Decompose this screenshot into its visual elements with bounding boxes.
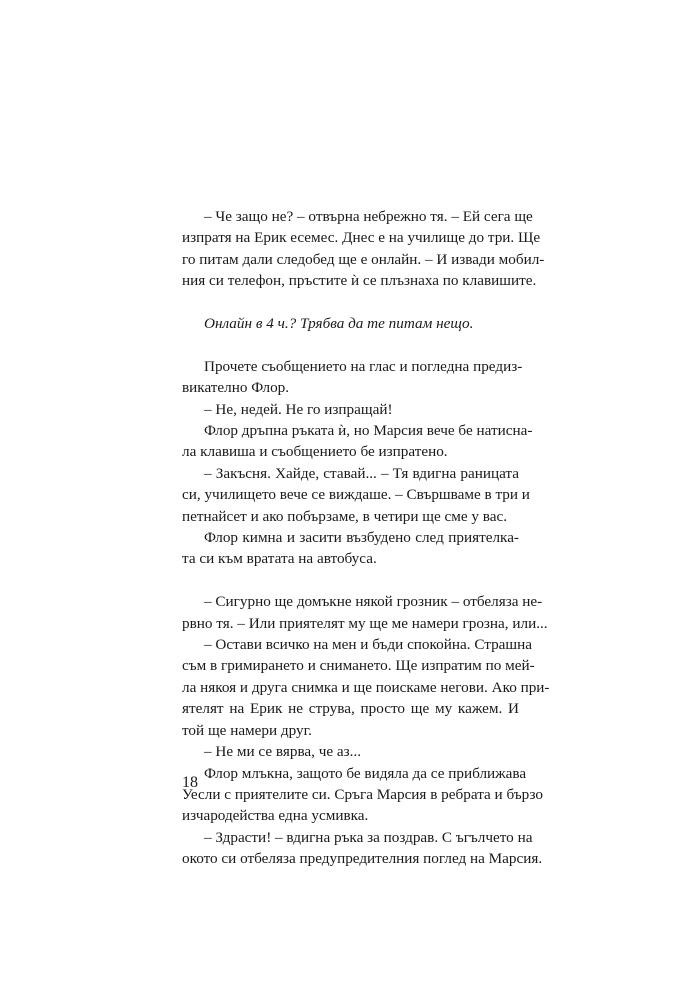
text-line: изчародейства една усмивка. [182,807,369,825]
text-line: – Че защо не? – отвърна небрежно тя. – Ей сега ще [204,208,533,225]
text-line: си, училището вече се виждаше. – Свършваме в три и [182,486,530,504]
text-line: Флор дръпна ръката ѝ, но Марсия вече бе натисна- [204,422,533,440]
spacer [182,570,519,591]
page-number: 18 [182,774,198,791]
paragraph-2 [182,356,533,570]
text-line: рвно тя. – Или приятелят му ще ме намери грозна, или... [182,614,548,632]
text-line: Флор млъкна, защото бе видяла да се приближава [204,764,527,782]
text-line: та си към вратата на автобуса. [182,550,377,568]
text-line: – Закъсня. Хайде, ставай... – Тя вдигна раницата [204,464,519,482]
page-text [182,206,550,870]
text-line: – Не, недей. Не го изпращай! [204,400,393,418]
spacer [182,334,519,355]
text-line: – Сигурно ще домъкне някой грозник – отбеляза не- [204,593,543,611]
text-line: – Здрасти! – вдигна ръка за поздрав. С ъгълчето на [204,828,533,846]
paragraph-3 [182,591,550,869]
text-line: Флор кимна и засити възбудено след приятелка- [204,529,519,547]
text-line: ла някоя и друга снимка и ще поискаме негови. Ако при- [182,678,550,696]
text-line: викателно Флор. [182,379,290,397]
paragraph-1 [182,206,545,292]
text-line: ятелят на Ерик не струва, просто ще му кажем. И [182,700,519,718]
text-line: Прочете съобщението на глас и погледна предиз- [204,357,523,375]
spacer [182,292,519,313]
text-line: изпратя на Ерик есемес. Днес е на училище до три. Ще [182,229,541,247]
text-line: ния си телефон, пръстите ѝ се плъзнаха по клавишите. [182,272,537,290]
text-line: – Остави всичко на мен и бъди спокойна. Страшна [204,636,532,654]
text-message: Онлайн в 4 ч.? Трябва да те питам нещо. [204,315,474,333]
text-line: ла клавиша и съобщението бе изпратено. [182,443,448,461]
text-line: – Не ми се вярва, че аз... [204,743,362,761]
text-line: съм в гримирането и снимането. Ще изпратим по мей- [182,657,535,675]
text-line: петнайсет и ако побързаме, в четири ще сме у вас. [182,507,508,525]
text-line: окото си отбеляза предупредителния поглед на Марсия. [182,850,543,868]
text-line: той ще намери друг. [182,721,312,739]
text-line: го питам дали следобед ще е онлайн. – И извади мобил- [182,250,545,268]
text-line: Уесли с приятелите си. Сръга Марсия в ребрата и бързо [182,785,543,803]
